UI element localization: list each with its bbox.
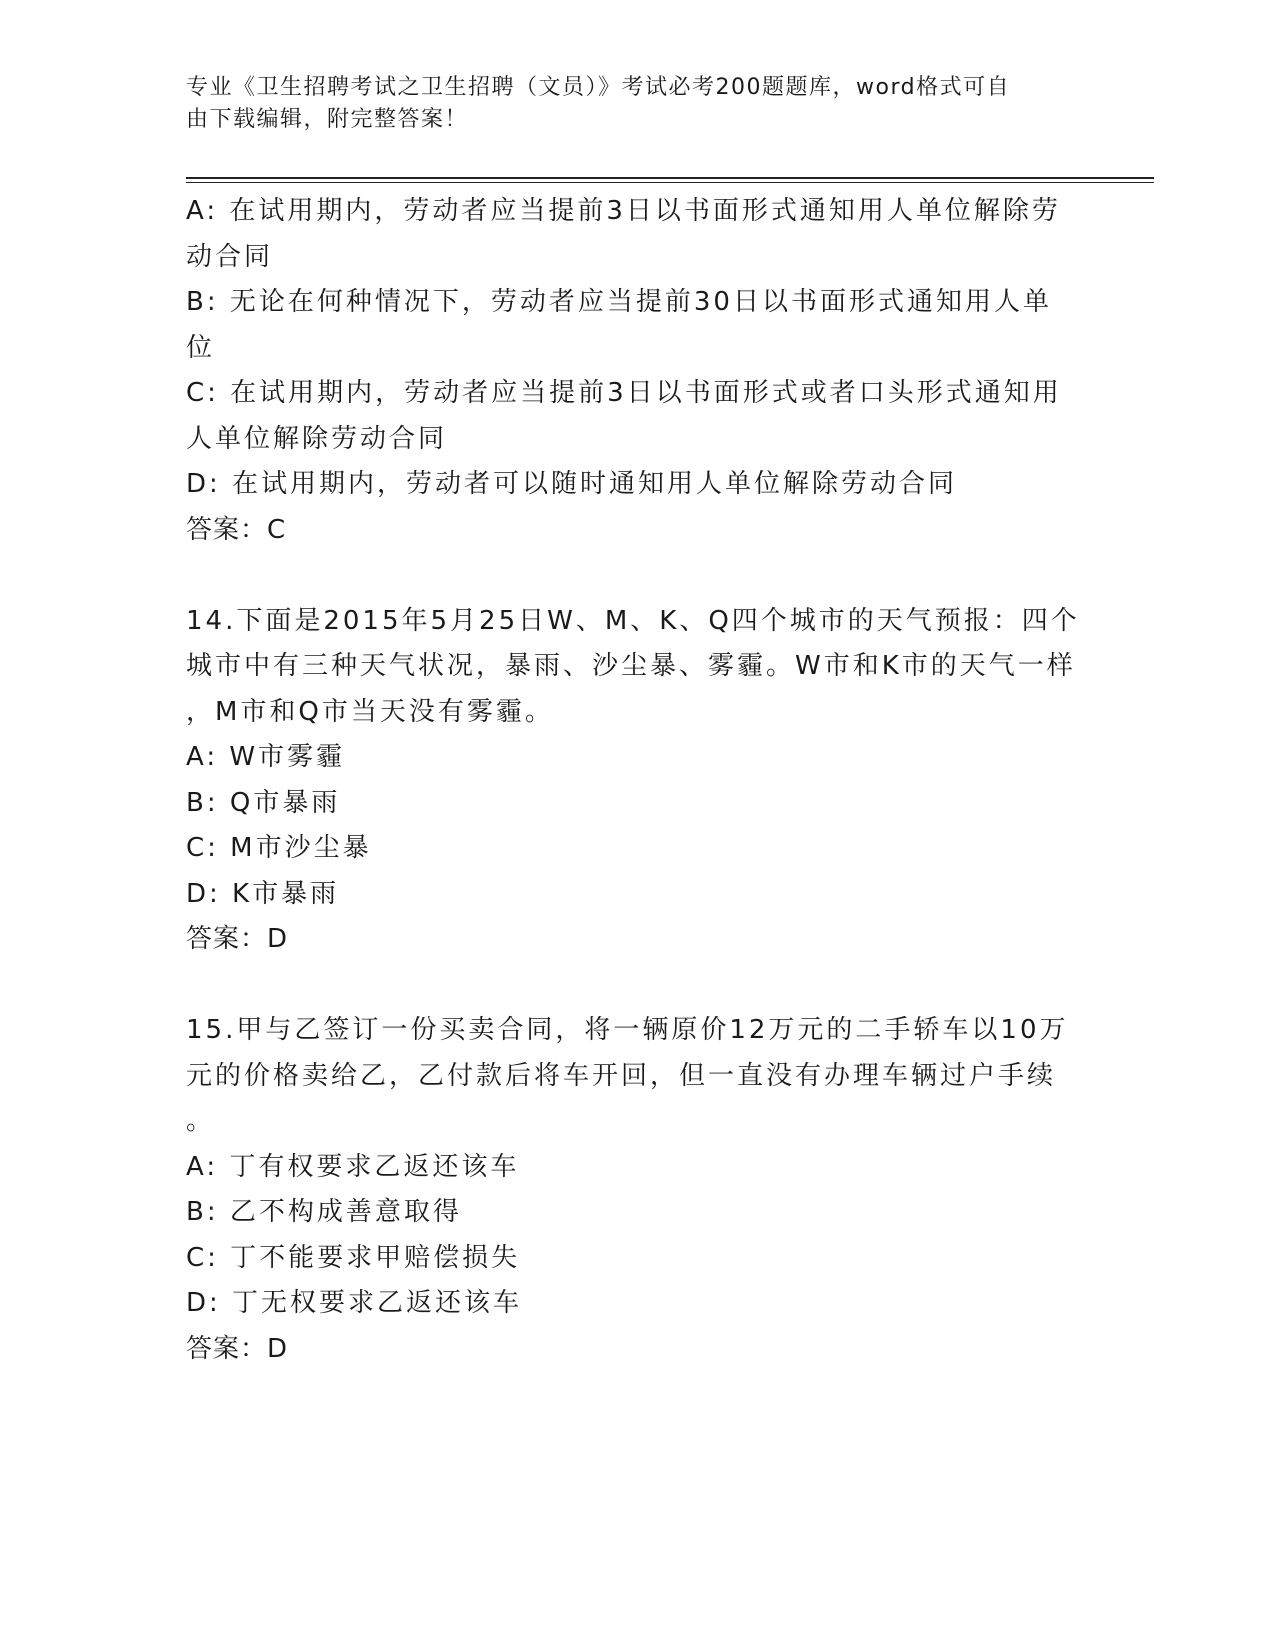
question-spacer — [186, 553, 1086, 599]
answer-label: 答案：D — [186, 924, 289, 954]
option-d: D: K市暴雨 — [186, 878, 340, 909]
question-spacer — [186, 963, 1086, 1009]
option-d: D: 丁无权要求乙返还该车 — [186, 1288, 523, 1318]
option-c: C: M市沙尘暴 — [186, 833, 372, 863]
option-b: B: Q市暴雨 — [186, 787, 341, 818]
question-15 — [186, 1008, 1086, 1372]
option-d: D: 在试用期内，劳动者可以随时通知用人单位解除劳动合同 — [186, 469, 958, 499]
question-text: 城市中有三种天气状况，暴雨、沙尘暴、雾霾。W市和K市的天气一样 — [186, 651, 1076, 681]
option-c: C: 在试用期内，劳动者应当提前3日以书面形式或者口头形式通知用 — [186, 378, 1062, 408]
option-c: C: 丁不能要求甲赔偿损失 — [186, 1242, 521, 1273]
header-line: 专业《卫生招聘考试之卫生招聘（文员）》考试必考200题题库，word格式可自 — [186, 75, 1011, 100]
document-header — [186, 72, 1066, 136]
option-a: A: W市雾霾 — [186, 742, 346, 772]
question-text: 14.下面是2015年5月25日W、M、K、Q四个城市的天气预报：四个 — [186, 605, 1080, 636]
option-a: A: 在试用期内，劳动者应当提前3日以书面形式通知用人单位解除劳 — [186, 196, 1061, 226]
question-14 — [186, 599, 1086, 963]
option-c-continued: 人单位解除劳动合同 — [186, 423, 448, 454]
question-text: 15.甲与乙签订一份买卖合同，将一辆原价12万元的二手轿车以10万 — [186, 1015, 1069, 1045]
option-a: A: 丁有权要求乙返还该车 — [186, 1151, 520, 1182]
option-b: B: 乙不构成善意取得 — [186, 1197, 462, 1227]
answer-label: 答案：C — [186, 514, 287, 545]
question-text: ，M市和Q市当天没有雾霾。 — [186, 696, 554, 727]
header-line: 由下载编辑，附完整答案！ — [186, 107, 469, 132]
document-body — [186, 189, 1086, 1372]
question-13 — [186, 189, 1086, 553]
option-b-continued: 位 — [186, 332, 216, 363]
answer-label: 答案：D — [186, 1333, 289, 1364]
option-b: B: 无论在何种情况下，劳动者应当提前30日以书面形式通知用人单 — [186, 287, 1052, 317]
option-a-continued: 动合同 — [186, 241, 274, 272]
header-divider-thin — [186, 182, 1154, 183]
header-divider — [186, 177, 1154, 179]
question-text: 。 — [186, 1106, 216, 1136]
question-text: 元的价格卖给乙，乙付款后将车开回，但一直没有办理车辆过户手续 — [186, 1060, 1057, 1091]
